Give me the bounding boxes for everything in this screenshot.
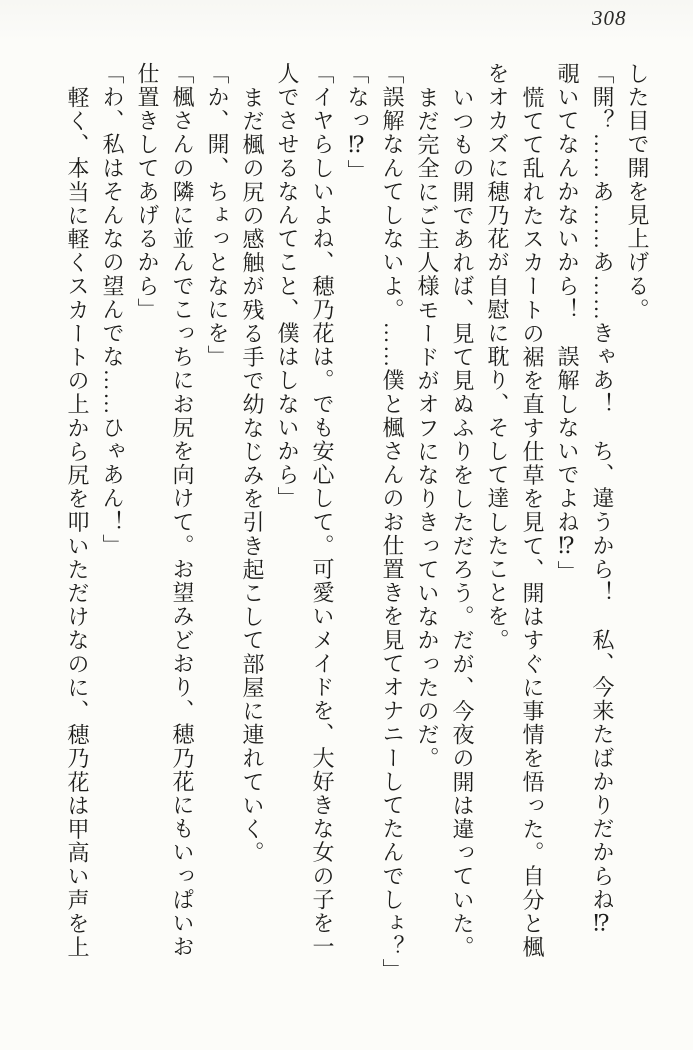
text-column: 「イヤらしいよね、穂乃花は。でも安心して。可愛いメイドを、大好きな女の子を一 (310, 62, 335, 959)
text-column: 軽く、本当に軽くスカートの上から尻を叩いただけなのに、穂乃花は甲高い声を上 (65, 85, 90, 959)
text-column: 慌てて乱れたスカートの裾を直す仕草を見て、開はすぐに事情を悟った。自分と楓 (520, 85, 545, 959)
text-column: 「楓さんの隣に並んでこっちにお尻を向けて。お望みどおり、穂乃花にもいっぱいお (170, 62, 195, 959)
text-column: 「開？……あ……あ……きゃあ！ ち、違うから！ 私、今来たばかりだからね⁉ (590, 62, 615, 939)
text-column: をオカズに穂乃花が自慰に耽り、そして達したことを。 (485, 62, 510, 652)
text-column: いつもの開であれば、見て見ぬふりをしただろう。だが、今夜の開は違っていた。 (450, 85, 475, 959)
text-column: した目で開を見上げる。 (625, 62, 650, 322)
text-column: 覗いてなんかないから！ 誤解しないでよね⁉」 (555, 62, 580, 585)
text-column: まだ楓の尻の感触が残る手で幼なじみを引き起こして部屋に連れていく。 (240, 85, 265, 865)
text-column: 「なっ⁉」 (345, 62, 370, 183)
text-column: 「わ、私はそんなの望んでな……ひゃあん！」 (100, 62, 125, 558)
text-column: 「か、開、ちょっとなにを」 (205, 62, 230, 369)
text-column: まだ完全にご主人様モードがオフになりきっていなかったのだ。 (415, 85, 440, 770)
vertical-text-block (60, 62, 655, 1022)
page-number: 308 (592, 6, 627, 30)
text-column: 「誤解なんてしないよ。……僕と楓さんのお仕置きを見てオナニーしてたんでしょ？」 (380, 62, 405, 983)
text-column: 人でさせるなんてこと、僕はしないから」 (275, 62, 300, 511)
text-column: 仕置きしてあげるから」 (135, 62, 160, 322)
